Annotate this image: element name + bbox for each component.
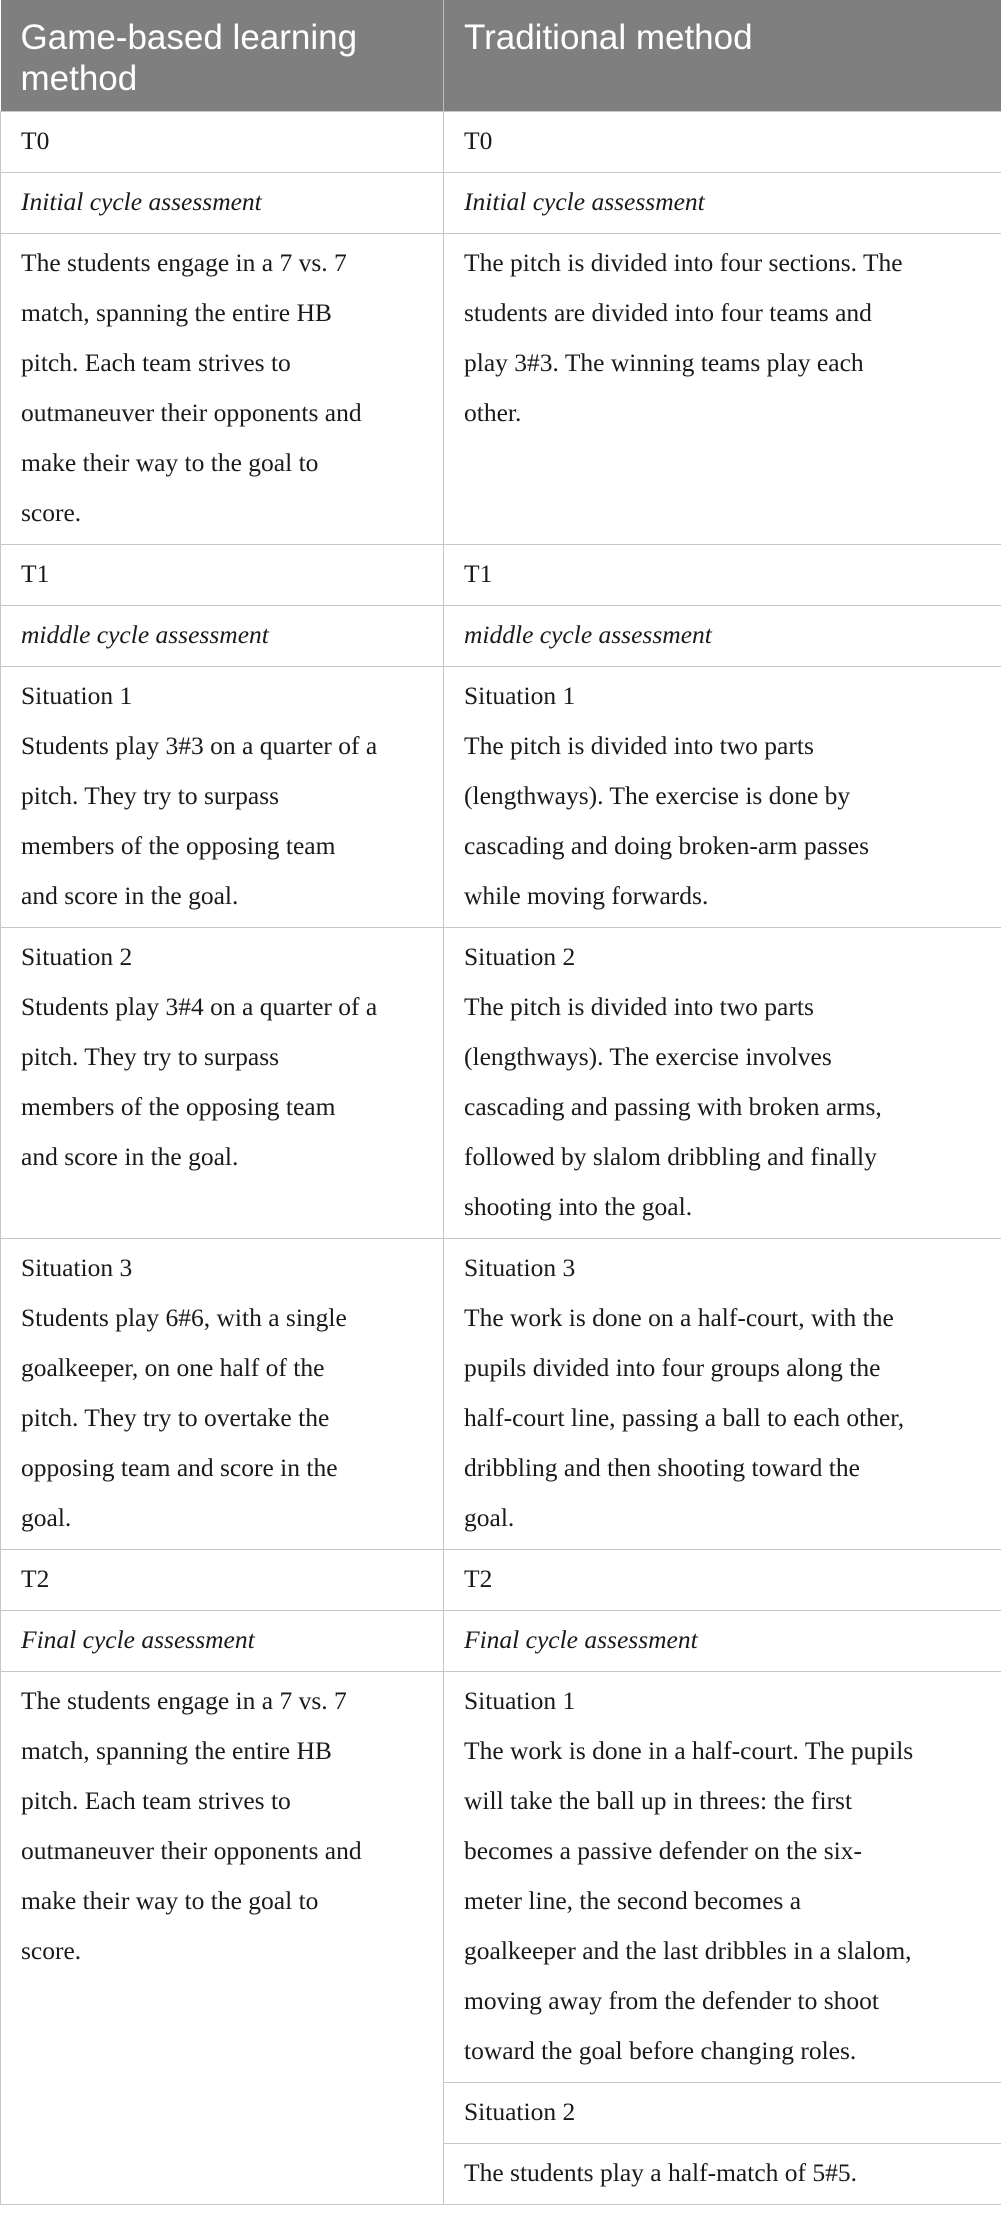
t1-s3-game-cell bbox=[1, 1239, 444, 1550]
text-line: The students engage in a 7 vs. 7 bbox=[21, 1686, 347, 1715]
t1-s1-game-cell bbox=[1, 667, 444, 928]
text-line: The students play a half-match of 5#5. bbox=[464, 2158, 858, 2187]
situation-title: Situation 3 bbox=[464, 1253, 576, 1282]
text-line: toward the goal before changing roles. bbox=[464, 2036, 857, 2065]
text-line: The work is done in a half-court. The pupils bbox=[464, 1736, 914, 1765]
t0-label-row bbox=[1, 112, 1001, 173]
t2-situation-1-row bbox=[1, 1672, 1001, 2083]
text-line: (lengthways). The exercise is done by bbox=[464, 781, 851, 810]
text-line: pupils divided into four groups along the bbox=[464, 1353, 881, 1382]
text-line: goalkeeper, on one half of the bbox=[21, 1353, 325, 1382]
text-line: and score in the goal. bbox=[21, 1142, 239, 1171]
t2-game-cell bbox=[1, 1672, 444, 2205]
t0-game-cell bbox=[1, 234, 444, 545]
t2-s2-trad-title: Situation 2 bbox=[444, 2083, 1001, 2144]
t1-situation-1-row bbox=[1, 667, 1001, 928]
text-line: followed by slalom dribbling and finally bbox=[464, 1142, 877, 1171]
t0-content-row bbox=[1, 234, 1001, 545]
text-line: goalkeeper and the last dribbles in a slalom, bbox=[464, 1936, 912, 1965]
text-line: pitch. They try to overtake the bbox=[21, 1403, 330, 1432]
t1-situation-2-row bbox=[1, 928, 1001, 1239]
text-line: (lengthways). The exercise involves bbox=[464, 1042, 832, 1071]
text-line: opposing team and score in the bbox=[21, 1453, 338, 1482]
t1-s1-trad-cell bbox=[444, 667, 1001, 928]
t0-assessment-trad: Initial cycle assessment bbox=[444, 173, 1001, 234]
text-line: Students play 3#4 on a quarter of a bbox=[21, 992, 378, 1021]
t2-label-game: T2 bbox=[1, 1550, 444, 1611]
t1-label-trad: T1 bbox=[444, 545, 1001, 606]
text-line: moving away from the defender to shoot bbox=[464, 1986, 879, 2015]
text-line: pitch. Each team strives to bbox=[21, 1786, 291, 1815]
text-line: The students engage in a 7 vs. 7 bbox=[21, 248, 347, 277]
text-line: The pitch is divided into two parts bbox=[464, 992, 814, 1021]
text-line: cascading and doing broken-arm passes bbox=[464, 831, 870, 860]
t2-s1-trad-cell bbox=[444, 1672, 1001, 2083]
text-line: outmaneuver their opponents and bbox=[21, 398, 362, 427]
text-line: meter line, the second becomes a bbox=[464, 1886, 802, 1915]
t1-s2-trad-cell bbox=[444, 928, 1001, 1239]
text-line: and score in the goal. bbox=[21, 881, 239, 910]
situation-title: Situation 1 bbox=[464, 681, 576, 710]
header-traditional bbox=[444, 0, 1001, 112]
situation-title: Situation 1 bbox=[464, 1686, 576, 1715]
text-line: pitch. They try to surpass bbox=[21, 781, 280, 810]
t1-assessment-game: middle cycle assessment bbox=[1, 606, 444, 667]
header-line: method bbox=[20, 59, 138, 98]
text-line: The pitch is divided into four sections. The bbox=[464, 248, 903, 277]
text-line: score. bbox=[21, 1936, 82, 1965]
text-line: shooting into the goal. bbox=[464, 1192, 693, 1221]
t0-label-trad: T0 bbox=[444, 112, 1001, 173]
header-row bbox=[1, 0, 1001, 112]
t2-label-row bbox=[1, 1550, 1001, 1611]
text-line: other. bbox=[464, 398, 522, 427]
t1-s3-trad-cell bbox=[444, 1239, 1001, 1550]
text-line: students are divided into four teams and bbox=[464, 298, 872, 327]
t1-label-game: T1 bbox=[1, 545, 444, 606]
t0-trad-cell bbox=[444, 234, 1001, 545]
t0-assessment-game: Initial cycle assessment bbox=[1, 173, 444, 234]
t1-situation-3-row bbox=[1, 1239, 1001, 1550]
header-line: Game-based learning bbox=[20, 18, 358, 57]
situation-title: Situation 2 bbox=[21, 942, 133, 971]
text-line: score. bbox=[21, 498, 82, 527]
text-line: play 3#3. The winning teams play each bbox=[464, 348, 864, 377]
situation-title: Situation 2 bbox=[464, 942, 576, 971]
t2-assessment-game: Final cycle assessment bbox=[1, 1611, 444, 1672]
text-line: Students play 6#6, with a single bbox=[21, 1303, 347, 1332]
text-line: will take the ball up in threes: the first bbox=[464, 1786, 853, 1815]
t2-assessment-trad: Final cycle assessment bbox=[444, 1611, 1001, 1672]
text-line: match, spanning the entire HB bbox=[21, 1736, 332, 1765]
text-line: dribbling and then shooting toward the bbox=[464, 1453, 860, 1482]
text-line: make their way to the goal to bbox=[21, 448, 319, 477]
text-line: The work is done on a half-court, with the bbox=[464, 1303, 894, 1332]
text-line: Students play 3#3 on a quarter of a bbox=[21, 731, 378, 760]
situation-title: Situation 3 bbox=[21, 1253, 133, 1282]
text-line: becomes a passive defender on the six- bbox=[464, 1836, 862, 1865]
t1-s2-game-cell bbox=[1, 928, 444, 1239]
text-line: members of the opposing team bbox=[21, 831, 336, 860]
text-line: make their way to the goal to bbox=[21, 1886, 319, 1915]
t0-label-game: T0 bbox=[1, 112, 444, 173]
text-line: outmaneuver their opponents and bbox=[21, 1836, 362, 1865]
text-line: match, spanning the entire HB bbox=[21, 298, 332, 327]
t0-assessment-row bbox=[1, 173, 1001, 234]
text-line: cascading and passing with broken arms, bbox=[464, 1092, 882, 1121]
t1-assessment-row bbox=[1, 606, 1001, 667]
text-line: while moving forwards. bbox=[464, 881, 709, 910]
t1-assessment-trad: middle cycle assessment bbox=[444, 606, 1001, 667]
t2-label-trad: T2 bbox=[444, 1550, 1001, 1611]
header-line: Traditional method bbox=[464, 18, 753, 57]
text-line: pitch. They try to surpass bbox=[21, 1042, 280, 1071]
text-line: goal. bbox=[21, 1503, 72, 1532]
text-line: members of the opposing team bbox=[21, 1092, 336, 1121]
situation-title: Situation 1 bbox=[21, 681, 133, 710]
text-line: goal. bbox=[464, 1503, 515, 1532]
t2-s2-trad-cell bbox=[444, 2144, 1001, 2205]
text-line: The pitch is divided into two parts bbox=[464, 731, 814, 760]
text-line: pitch. Each team strives to bbox=[21, 348, 291, 377]
text-line: half-court line, passing a ball to each other, bbox=[464, 1403, 905, 1432]
t1-label-row bbox=[1, 545, 1001, 606]
t2-assessment-row bbox=[1, 1611, 1001, 1672]
header-game-based bbox=[1, 0, 444, 112]
